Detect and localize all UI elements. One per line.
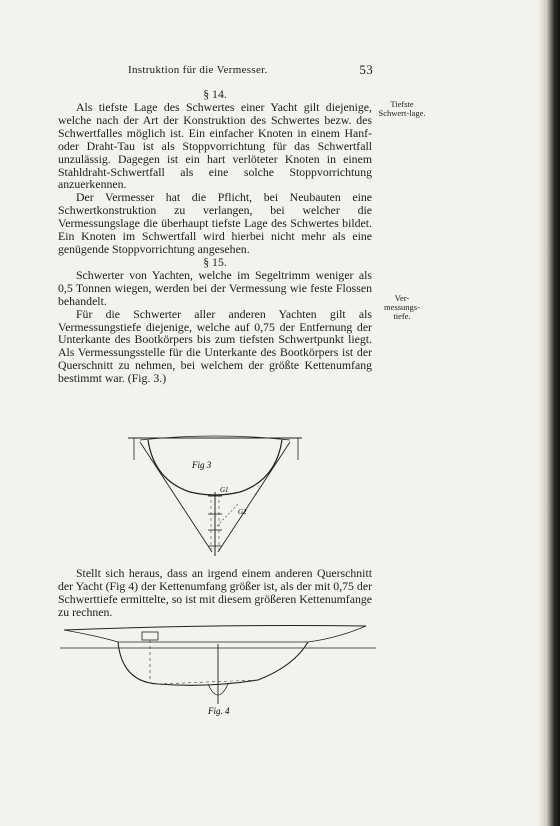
section-15-heading: § 15. [203, 254, 227, 269]
figure-3-cross-section [120, 434, 310, 559]
margin-note-tiefste-schwertlage: Tiefste Schwert-lage. [378, 99, 426, 119]
fig3-mark-g1: G1 [220, 486, 229, 494]
fig3-chain-line-left [140, 442, 212, 552]
section-14-heading: § 14. [203, 87, 227, 101]
figure-4-longitudinal-section [58, 622, 378, 717]
fig3-g2-leader [217, 504, 238, 526]
fig4-hull-profile [118, 642, 308, 685]
running-header [128, 64, 373, 82]
fig4-label: Fig. 4 [208, 706, 230, 716]
page-binding-edge [538, 0, 560, 826]
text-after-figure-3 [58, 567, 372, 619]
fig3-mark-g2: G2 [238, 508, 247, 516]
after-figure-3-paragraph: Stellt sich heraus, dass an irgend einem anderen Querschnitt der Yacht (Fig 4) der Kettenumfang größer ist, als der mit 0,75 der Schwerttiefe ermittelte, so ist mit diesem größeren Kettenumfange zu rechnen. [58, 566, 372, 619]
main-text [58, 88, 372, 385]
fig4-cabin-box [142, 632, 158, 640]
fig3-label: Fig 3 [192, 460, 212, 470]
fig4-sheer-line [64, 626, 366, 631]
section-15-paragraph-1: Schwerter von Yachten, welche im Segeltrimm weniger als 0,5 Tonnen wiegen, werden bei der Vermessung wie feste Flossen behandelt. [58, 267, 372, 308]
section-14-paragraph-2: Der Vermesser hat die Pflicht, bei Neubauten eine Schwertkonstruktion zu verlangen, bei welcher die Vermessungslage die überhaupt tiefste Lage des Schwertes bildet. Ein Knoten im Schwertfall wird hierbei nicht mehr als eine genügende Stoppvorrichtung angesehen. [58, 190, 372, 256]
page-number: 53 [359, 62, 373, 77]
margin-note-vermessungstiefe: Ver-messungs-tiefe. [384, 293, 420, 322]
section-15-paragraph-2: Für die Schwerter aller anderen Yachten gilt als Vermessungstiefe diejenige, welche auf 0,75 der Entfernung der Unterkante des Bootkörpers bis zum tiefsten Schwertpunkt liegt. Als Vermessungsstelle für die Unterkante des Bootkörpers ist der Querschnitt zu nehmen, bei welchem der größte Kettenumfang bestimmt war. (Fig. 3.) [58, 306, 372, 386]
fig3-hull-section [148, 440, 282, 495]
section-14-paragraph-1: Als tiefste Lage des Schwertes einer Yacht gilt diejenige, welche nach der Art der Konstruktion des Schwertes bezw. des Schwertfalles möglich ist. Ein einfacher Knoten in einem Hanf- oder Draht-Tau ist als Stoppvorrichtung für das Schwertfall unzulässig. Dagegen ist ein hart verlöteter Knoten in einem Stahldraht-Schwertfall als eine solche Stoppvorrichtung anzuerkennen. [58, 100, 372, 192]
running-title: Instruktion für die Vermesser. [128, 64, 268, 76]
fig3-chain-line-right [218, 442, 290, 552]
